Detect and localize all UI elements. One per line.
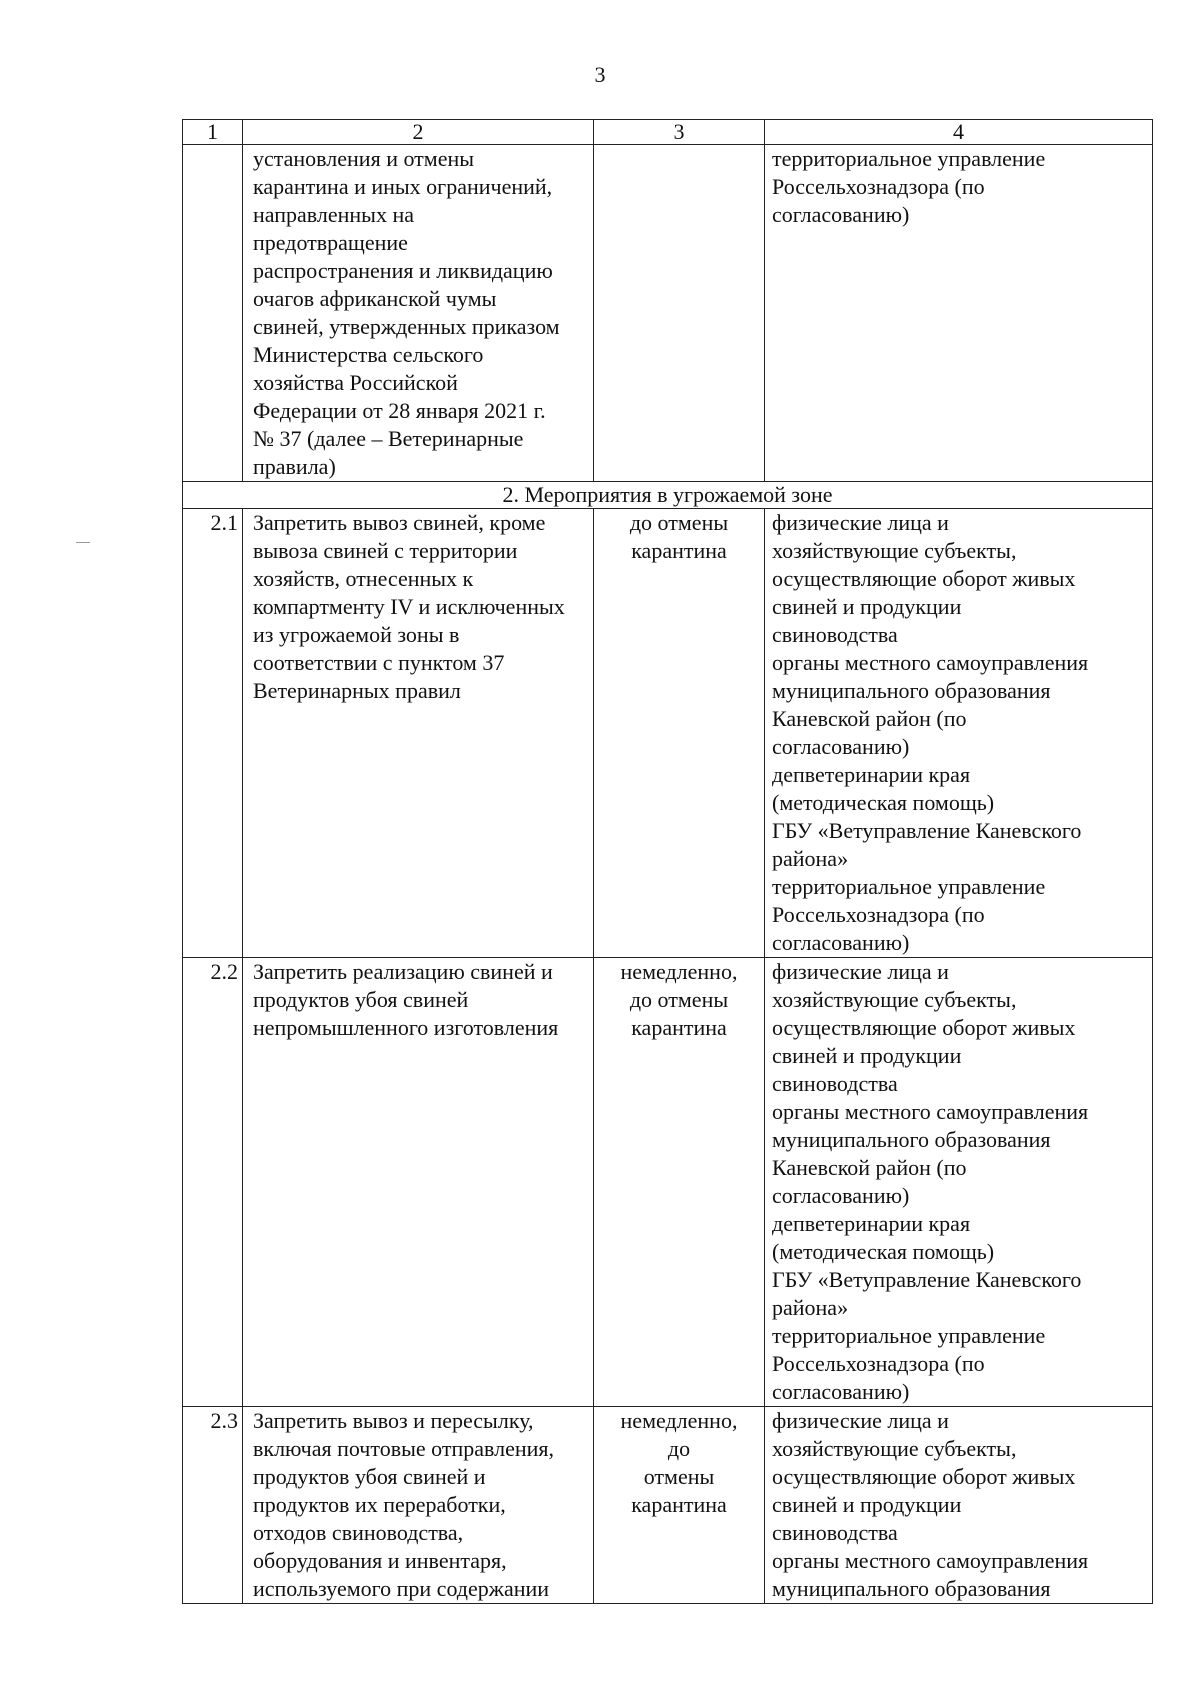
text-line: продуктов убоя свиней bbox=[253, 987, 469, 1012]
text-line: свиней и продукции bbox=[772, 594, 962, 619]
text-line: согласованию) bbox=[772, 734, 910, 759]
responsible-cell bbox=[765, 958, 1153, 1407]
text-line: до bbox=[667, 1436, 691, 1461]
text-line: физические лица и bbox=[772, 959, 949, 984]
measure-cell bbox=[243, 1407, 594, 1604]
term-text bbox=[598, 1407, 760, 1519]
text-line: согласованию) bbox=[772, 1379, 910, 1404]
text-line: свиней и продукции bbox=[772, 1043, 962, 1068]
measure-text bbox=[253, 1407, 589, 1603]
text-line: свиноводства bbox=[772, 1520, 898, 1545]
text-line: района» bbox=[772, 1295, 849, 1320]
header-col-3: 3 bbox=[594, 120, 765, 145]
text-line: (методическая помощь) bbox=[772, 1239, 995, 1264]
responsible-text bbox=[772, 958, 1148, 1406]
text-line: ГБУ «Ветуправление Каневского bbox=[772, 818, 1082, 843]
text-line: установления и отмены bbox=[253, 146, 475, 171]
text-line: хозяйствующие субъекты, bbox=[772, 987, 1017, 1012]
text-line: правила) bbox=[253, 454, 336, 479]
term-cell bbox=[594, 1407, 765, 1604]
text-line: территориальное управление bbox=[772, 146, 1046, 171]
text-line: хозяйствующие субъекты, bbox=[772, 1436, 1017, 1461]
text-line: используемого при содержании bbox=[253, 1576, 550, 1601]
term-cell bbox=[594, 145, 765, 482]
text-line: Каневской район (по bbox=[772, 1155, 967, 1180]
text-line: очагов африканской чумы bbox=[253, 286, 497, 311]
text-line: территориальное управление bbox=[772, 874, 1046, 899]
text-line: Ветеринарных правил bbox=[253, 678, 461, 703]
header-col-2: 2 bbox=[243, 120, 594, 145]
text-line: осуществляющие оборот живых bbox=[772, 566, 1076, 591]
text-line: хозяйствующие субъекты, bbox=[772, 538, 1017, 563]
text-line: карантина bbox=[631, 538, 727, 563]
text-line: органы местного самоуправления bbox=[772, 1548, 1089, 1573]
text-line: свиней, утвержденных приказом bbox=[253, 314, 560, 339]
text-line: (методическая помощь) bbox=[772, 790, 995, 815]
measure-cell bbox=[243, 145, 594, 482]
term-text bbox=[598, 509, 760, 565]
text-line: территориальное управление bbox=[772, 1323, 1046, 1348]
text-line: Запретить реализацию свиней и bbox=[253, 959, 553, 984]
text-line: включая почтовые отправления, bbox=[253, 1436, 554, 1461]
text-line: Министерства сельского bbox=[253, 342, 484, 367]
text-line: физические лица и bbox=[772, 510, 949, 535]
text-line: компартменту IV и исключенных bbox=[253, 594, 565, 619]
text-line: органы местного самоуправления bbox=[772, 1099, 1089, 1124]
text-line: до отмены bbox=[629, 510, 729, 535]
text-line: карантина и иных ограничений, bbox=[253, 174, 553, 199]
scan-artifact bbox=[76, 542, 90, 543]
text-line: согласованию) bbox=[772, 930, 910, 955]
text-line: вывоза свиней с территории bbox=[253, 538, 518, 563]
row-number-cell: 2.2 bbox=[183, 958, 243, 1407]
text-line: предотвращение bbox=[253, 230, 408, 255]
text-line: муниципального образования bbox=[772, 678, 1051, 703]
text-line: Запретить вывоз свиней, кроме bbox=[253, 510, 546, 535]
text-line: до отмены bbox=[629, 987, 729, 1012]
measures-table bbox=[182, 119, 1153, 1604]
measure-text bbox=[253, 958, 589, 1042]
measure-text bbox=[253, 509, 589, 705]
text-line: органы местного самоуправления bbox=[772, 650, 1089, 675]
table-row-2-1 bbox=[183, 509, 1153, 958]
text-line: согласованию) bbox=[772, 1183, 910, 1208]
header-col-1: 1 bbox=[183, 120, 243, 145]
section-row bbox=[183, 482, 1153, 509]
text-line: немедленно, bbox=[620, 1408, 738, 1433]
measure-cell bbox=[243, 509, 594, 958]
text-line: осуществляющие оборот живых bbox=[772, 1464, 1076, 1489]
table-row-2-2 bbox=[183, 958, 1153, 1407]
text-line: Каневской район (по bbox=[772, 706, 967, 731]
text-line: муниципального образования bbox=[772, 1127, 1051, 1152]
table-row-continued bbox=[183, 145, 1153, 482]
term-cell bbox=[594, 958, 765, 1407]
header-col-4: 4 bbox=[765, 120, 1153, 145]
text-line: распространения и ликвидацию bbox=[253, 258, 553, 283]
responsible-text bbox=[772, 1407, 1148, 1603]
text-line: немедленно, bbox=[620, 959, 738, 984]
text-line: Федерации от 28 января 2021 г. bbox=[253, 398, 546, 423]
row-number-cell: 2.3 bbox=[183, 1407, 243, 1604]
text-line: непромышленного изготовления bbox=[253, 1015, 559, 1040]
measure-cell bbox=[243, 958, 594, 1407]
page-number: 3 bbox=[594, 62, 606, 87]
text-line: района» bbox=[772, 846, 849, 871]
table-row-2-3 bbox=[183, 1407, 1153, 1604]
text-line: свиноводства bbox=[772, 622, 898, 647]
text-line: Россельхознадзора (по bbox=[772, 902, 985, 927]
row-number-cell bbox=[183, 145, 243, 482]
text-line: депветеринарии края bbox=[772, 1211, 971, 1236]
text-line: направленных на bbox=[253, 202, 414, 227]
text-line: карантина bbox=[631, 1492, 727, 1517]
text-line: депветеринарии края bbox=[772, 762, 971, 787]
text-line: свиней и продукции bbox=[772, 1492, 962, 1517]
text-line: осуществляющие оборот живых bbox=[772, 1015, 1076, 1040]
text-line: хозяйств, отнесенных к bbox=[253, 566, 474, 591]
text-line: соответствии с пунктом 37 bbox=[253, 650, 505, 675]
responsible-cell bbox=[765, 1407, 1153, 1604]
text-line: физические лица и bbox=[772, 1408, 949, 1433]
responsible-text bbox=[772, 509, 1148, 957]
text-line: ГБУ «Ветуправление Каневского bbox=[772, 1267, 1082, 1292]
table-header-row bbox=[183, 120, 1153, 145]
term-text bbox=[598, 958, 760, 1042]
responsible-text bbox=[772, 145, 1148, 229]
text-line: Запретить вывоз и пересылку, bbox=[253, 1408, 534, 1433]
responsible-cell bbox=[765, 145, 1153, 482]
text-line: оборудования и инвентаря, bbox=[253, 1548, 507, 1573]
term-cell bbox=[594, 509, 765, 958]
text-line: хозяйства Российской bbox=[253, 370, 458, 395]
text-line: продуктов их переработки, bbox=[253, 1492, 506, 1517]
text-line: муниципального образования bbox=[772, 1576, 1051, 1601]
text-line: № 37 (далее – Ветеринарные bbox=[253, 426, 524, 451]
responsible-cell bbox=[765, 509, 1153, 958]
text-line: из угрожаемой зоны в bbox=[253, 622, 460, 647]
text-line: согласованию) bbox=[772, 202, 910, 227]
row-number-cell: 2.1 bbox=[183, 509, 243, 958]
text-line: карантина bbox=[631, 1015, 727, 1040]
measure-text bbox=[253, 145, 589, 481]
text-line: Россельхознадзора (по bbox=[772, 1351, 985, 1376]
text-line: Россельхознадзора (по bbox=[772, 174, 985, 199]
section-title: 2. Мероприятия в угрожаемой зоне bbox=[183, 482, 1153, 509]
text-line: отходов свиноводства, bbox=[253, 1520, 464, 1545]
text-line: отмены bbox=[643, 1464, 715, 1489]
text-line: продуктов убоя свиней и bbox=[253, 1464, 486, 1489]
text-line: свиноводства bbox=[772, 1071, 898, 1096]
